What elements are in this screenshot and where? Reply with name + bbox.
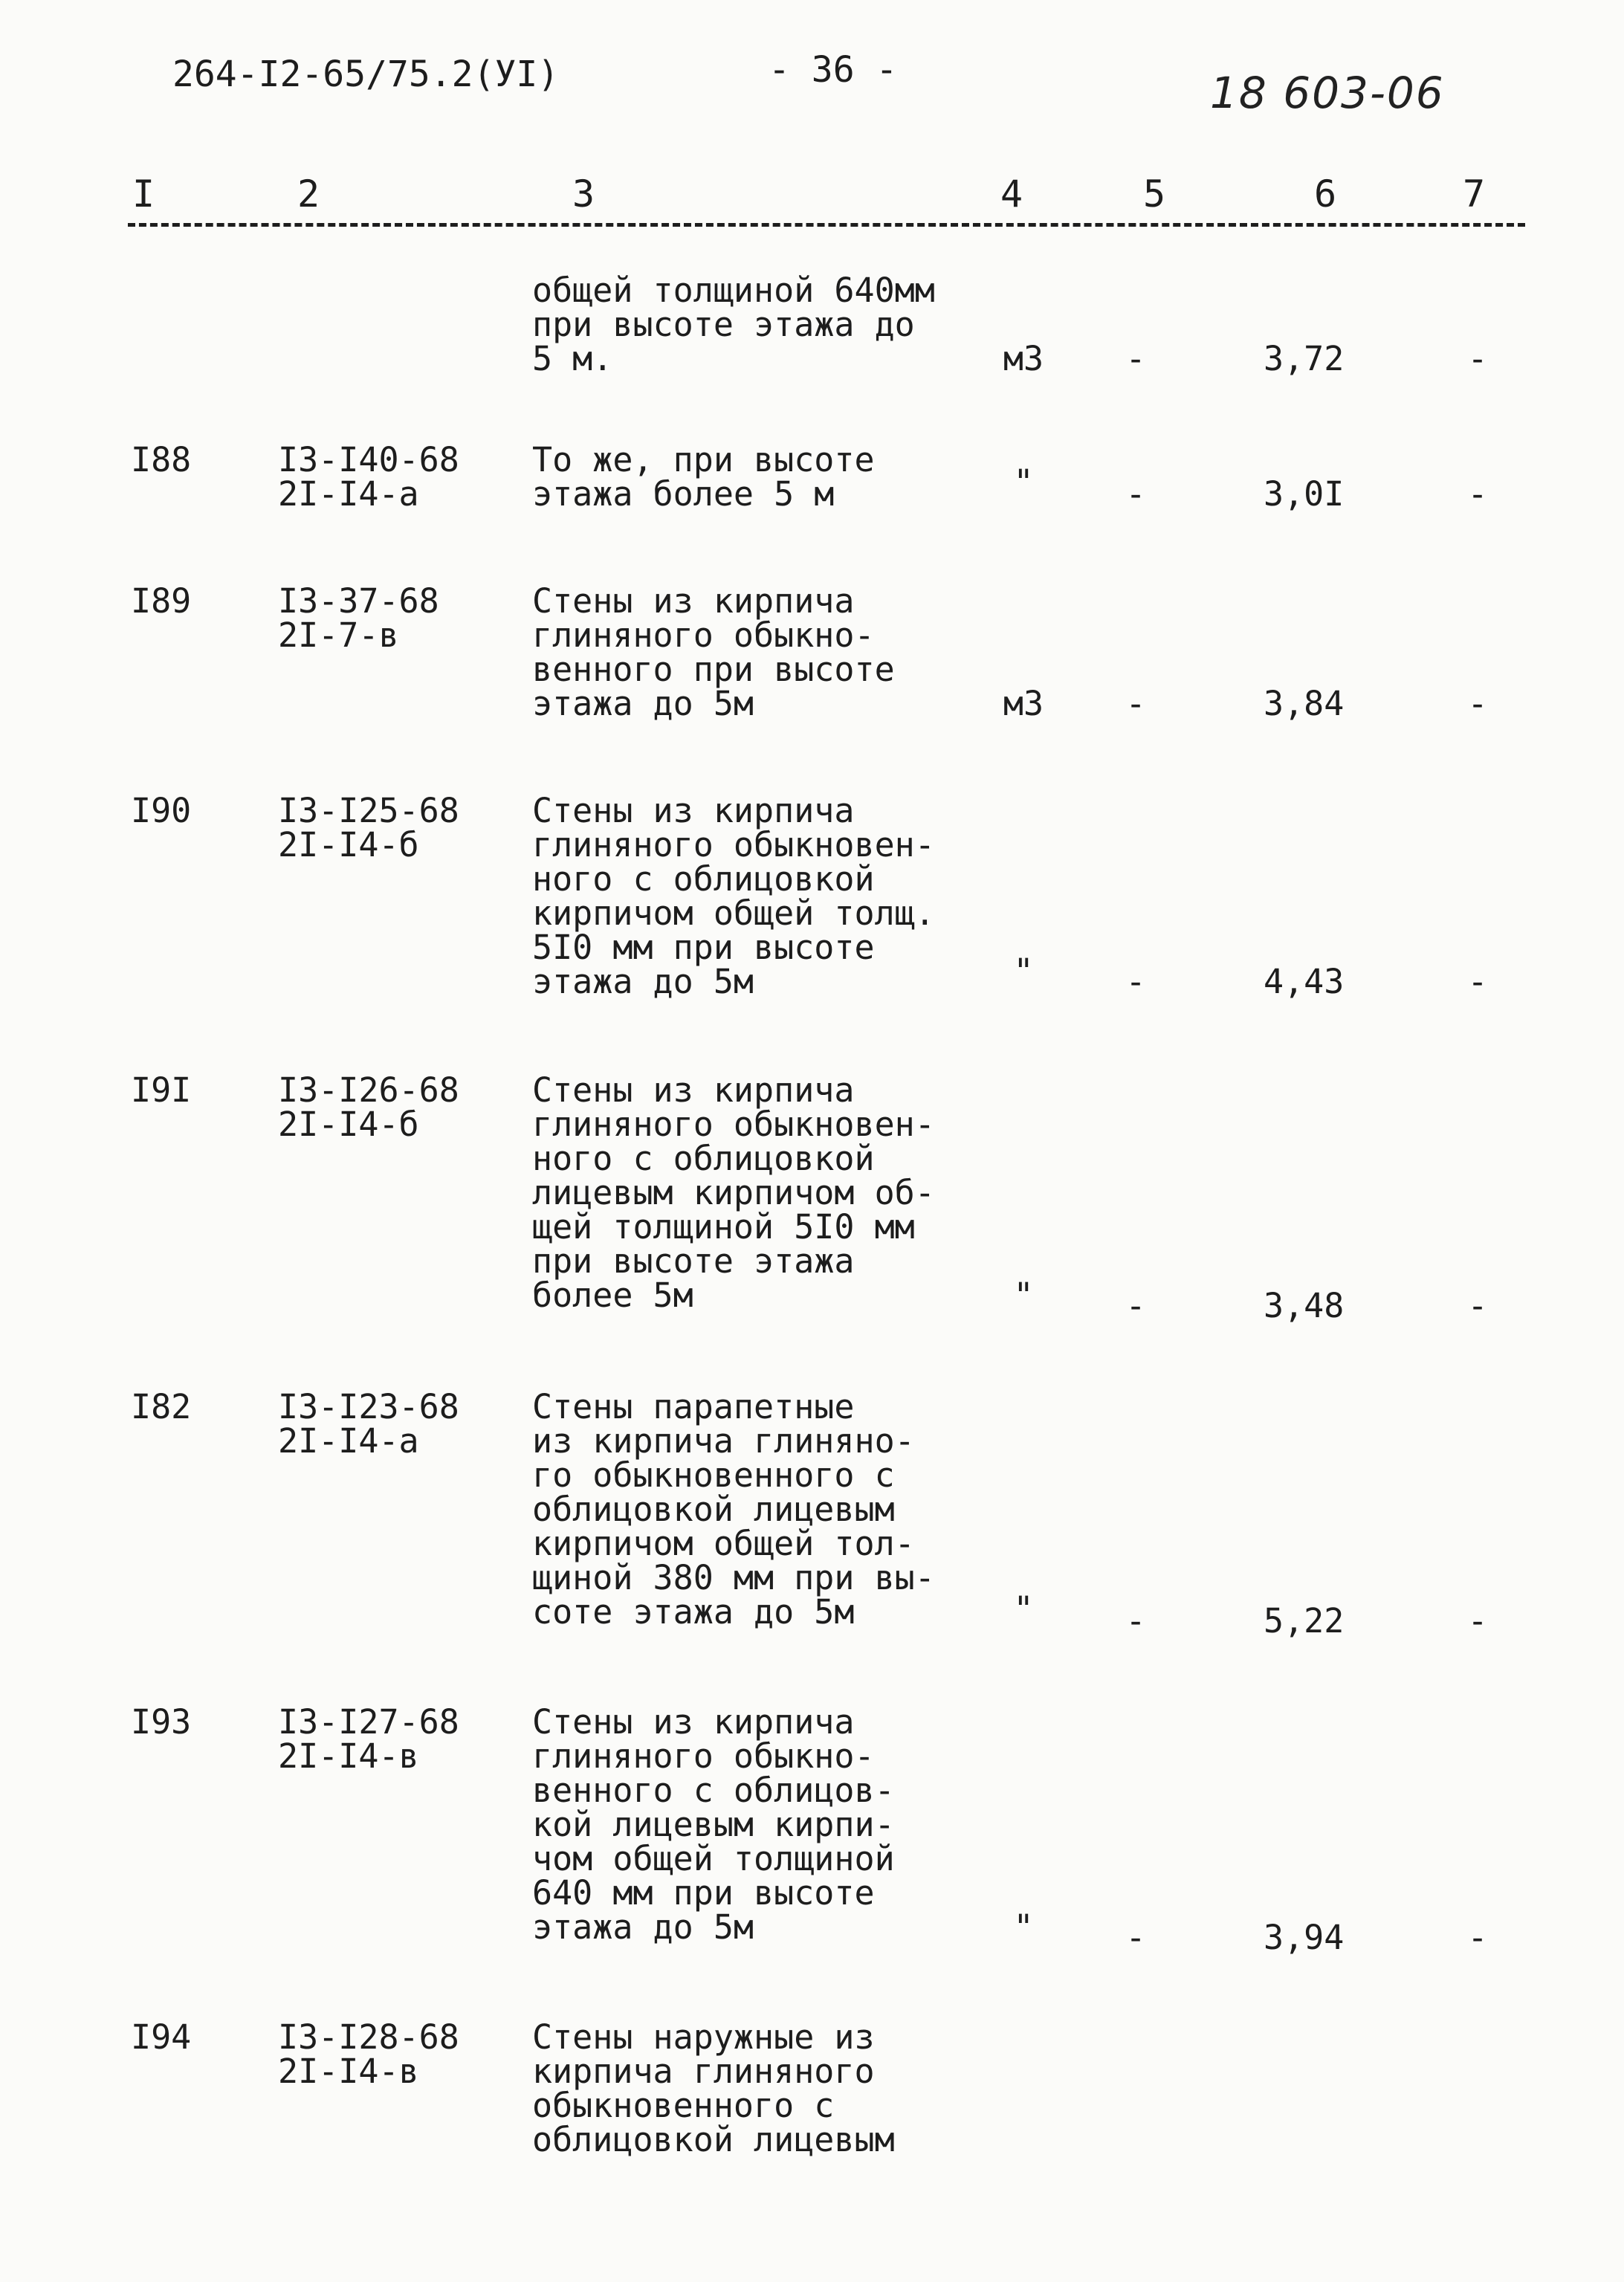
unit: " (1013, 1907, 1034, 1947)
norm-code (278, 791, 459, 864)
column-5-value: - (1125, 1286, 1146, 1325)
column-header-2: 2 (297, 172, 320, 216)
work-description: Стены из кирпича глиняного обыкно- венного с облицов- кой лицевым кирпи- чом общей толщиной 640 мм при высоте этажа до 5м (532, 1702, 895, 1947)
norm-code (278, 1387, 459, 1461)
column-5-value: - (1125, 962, 1146, 1001)
norm-code-line-2: 2I-7-в (278, 615, 399, 655)
column-7-value: - (1467, 1286, 1488, 1325)
page-number: - 36 - (769, 49, 898, 91)
row-number: I94 (131, 2017, 192, 2057)
norm-code-line-2: 2I-I4-в (278, 1736, 419, 1776)
unit: м3 (1003, 684, 1044, 723)
work-description: Стены из кирпича глиняного обыкновен- ного с облицовкой лицевым кирпичом об- щей толщиной 5I0 мм при высоте этажа более 5м (532, 1070, 935, 1315)
norm-code-line-1: I3-I27-68 (278, 1702, 459, 1742)
row-number: I82 (131, 1387, 192, 1426)
work-description: То же, при высоте этажа более 5 м (532, 440, 875, 514)
norm-code-line-1: I3-I23-68 (278, 1387, 459, 1426)
work-description: общей толщиной 640мм при высоте этажа до 5 м. (532, 271, 935, 378)
norm-code (278, 581, 439, 655)
row-number: I93 (131, 1702, 192, 1742)
column-header-3: 3 (572, 172, 595, 216)
column-7-value: - (1467, 1918, 1488, 1957)
norm-code-line-1: I3-I40-68 (278, 440, 459, 479)
unit: " (1013, 1589, 1034, 1629)
column-header-5: 5 (1143, 172, 1166, 216)
norm-code (278, 1702, 459, 1776)
norm-code (278, 1070, 459, 1144)
norm-code-line-1: I3-I26-68 (278, 1070, 459, 1110)
column-5-value: - (1125, 684, 1146, 723)
column-7-value: - (1467, 339, 1488, 378)
norm-code-line-2: 2I-I4-а (278, 474, 419, 514)
norm-code-line-2: 2I-I4-в (278, 2052, 419, 2091)
column-7-value: - (1467, 474, 1488, 514)
work-description: Стены наружные из кирпича глиняного обыкновенного с облицовкой лицевым (532, 2017, 895, 2159)
handwritten-stamp-number: 18 603-06 (1210, 68, 1445, 118)
column-header-rule (128, 223, 1525, 227)
row-number: I9I (131, 1070, 192, 1110)
quantity-value: 5,22 (1264, 1601, 1345, 1641)
unit: " (1013, 951, 1034, 991)
work-description: Стены из кирпича глиняного обыкновен- ного с облицовкой кирпичом общей толщ. 5I0 мм при высоте этажа до 5м (532, 791, 935, 1001)
quantity-value: 3,72 (1264, 339, 1345, 378)
quantity-value: 3,84 (1264, 684, 1345, 723)
column-header-4: 4 (1000, 172, 1023, 216)
norm-code (278, 2017, 459, 2091)
column-5-value: - (1125, 339, 1146, 378)
column-5-value: - (1125, 1601, 1146, 1641)
norm-code-line-2: 2I-I4-б (278, 1105, 419, 1144)
row-number: I90 (131, 791, 192, 830)
norm-code-line-2: 2I-I4-а (278, 1421, 419, 1461)
quantity-value: 4,43 (1264, 962, 1345, 1001)
unit: " (1013, 462, 1034, 502)
row-number: I89 (131, 581, 192, 621)
quantity-value: 3,48 (1264, 1286, 1345, 1325)
column-header-1: I (132, 172, 155, 216)
column-5-value: - (1125, 474, 1146, 514)
column-header-6: 6 (1314, 172, 1337, 216)
column-5-value: - (1125, 1918, 1146, 1957)
row-number: I88 (131, 440, 192, 479)
work-description: Стены парапетные из кирпича глиняно- го обыкновенного с облицовкой лицевым кирпичом общей тол- щиной 380 мм при вы- соте этажа до 5м (532, 1387, 935, 1632)
norm-code-line-1: I3-37-68 (278, 581, 439, 621)
norm-code-line-1: I3-I25-68 (278, 791, 459, 830)
unit: м3 (1003, 339, 1044, 378)
quantity-value: 3,0I (1264, 474, 1345, 514)
column-7-value: - (1467, 684, 1488, 723)
document-code: 264-I2-65/75.2(УI) (172, 54, 560, 95)
norm-code-line-1: I3-I28-68 (278, 2017, 459, 2057)
work-description: Стены из кирпича глиняного обыкно- венного при высоте этажа до 5м (532, 581, 895, 723)
norm-code (278, 440, 459, 514)
column-7-value: - (1467, 1601, 1488, 1641)
column-7-value: - (1467, 962, 1488, 1001)
column-header-7: 7 (1463, 172, 1486, 216)
quantity-value: 3,94 (1264, 1918, 1345, 1957)
unit: " (1013, 1276, 1034, 1315)
norm-code-line-2: 2I-I4-б (278, 825, 419, 864)
